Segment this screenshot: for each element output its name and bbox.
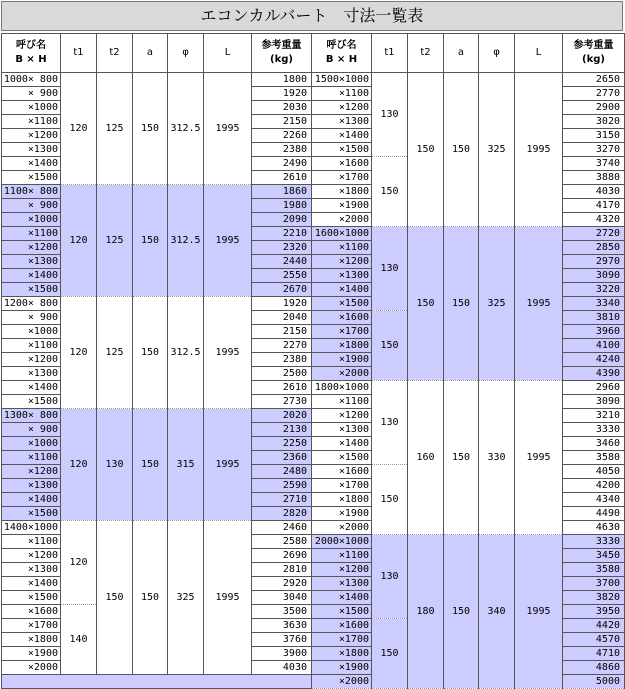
left-weight-cell: 2610 bbox=[252, 171, 312, 185]
left-size-cell: ×1600 bbox=[2, 605, 61, 619]
left-size-cell: ×1000 bbox=[2, 325, 61, 339]
left-weight-cell: 2320 bbox=[252, 241, 312, 255]
right-weight-cell: 4030 bbox=[563, 185, 625, 199]
right-weight-cell: 3580 bbox=[563, 563, 625, 577]
left-weight-cell: 2710 bbox=[252, 493, 312, 507]
right-size-cell: ×1600 bbox=[312, 619, 372, 633]
left-size-cell: ×1100 bbox=[2, 227, 61, 241]
header-phi-left: φ bbox=[168, 34, 204, 73]
header-a-left: a bbox=[133, 34, 168, 73]
left-weight-cell: 2670 bbox=[252, 283, 312, 297]
right-t2-cell: 150 bbox=[408, 73, 444, 227]
right-weight-cell: 4340 bbox=[563, 493, 625, 507]
header-L-left: L bbox=[204, 34, 252, 73]
left-weight-cell: 1920 bbox=[252, 297, 312, 311]
right-weight-cell: 4710 bbox=[563, 647, 625, 661]
header-row bbox=[2, 34, 625, 73]
left-t2-cell: 125 bbox=[97, 185, 133, 297]
left-size-cell: ×1200 bbox=[2, 465, 61, 479]
right-t1-cell: 150 bbox=[372, 311, 408, 381]
right-weight-cell: 3090 bbox=[563, 269, 625, 283]
left-weight-cell: 3630 bbox=[252, 619, 312, 633]
right-size-cell: ×1300 bbox=[312, 423, 372, 437]
left-weight-cell: 2040 bbox=[252, 311, 312, 325]
left-size-cell: ×1500 bbox=[2, 395, 61, 409]
right-L-cell: 1995 bbox=[515, 381, 563, 535]
right-size-cell: ×2000 bbox=[312, 521, 372, 535]
right-size-cell: ×1500 bbox=[312, 451, 372, 465]
right-a-cell: 150 bbox=[444, 227, 479, 381]
right-size-cell: ×1300 bbox=[312, 577, 372, 591]
header-L-right: L bbox=[515, 34, 563, 73]
right-size-cell: ×1700 bbox=[312, 479, 372, 493]
header-name-left: 呼び名 B × H bbox=[2, 34, 61, 73]
right-weight-cell: 3700 bbox=[563, 577, 625, 591]
left-weight-cell: 2690 bbox=[252, 549, 312, 563]
right-weight-cell: 2650 bbox=[563, 73, 625, 87]
left-L-cell: 1995 bbox=[204, 297, 252, 409]
left-size-cell: ×1000 bbox=[2, 437, 61, 451]
right-weight-cell: 4170 bbox=[563, 199, 625, 213]
right-t1-cell: 130 bbox=[372, 73, 408, 157]
right-size-cell: 1500×1000 bbox=[312, 73, 372, 87]
right-phi-cell: 330 bbox=[479, 381, 515, 535]
right-weight-cell: 3330 bbox=[563, 423, 625, 437]
right-a-cell: 150 bbox=[444, 535, 479, 689]
left-size-cell: ×1000 bbox=[2, 213, 61, 227]
left-t2-cell: 125 bbox=[97, 297, 133, 409]
right-weight-cell: 4050 bbox=[563, 465, 625, 479]
left-empty-cell bbox=[2, 675, 312, 689]
right-t1-cell: 150 bbox=[372, 619, 408, 689]
right-phi-cell: 325 bbox=[479, 73, 515, 227]
right-weight-cell: 4570 bbox=[563, 633, 625, 647]
right-size-cell: ×1600 bbox=[312, 157, 372, 171]
right-weight-cell: 4490 bbox=[563, 507, 625, 521]
left-weight-cell: 2820 bbox=[252, 507, 312, 521]
left-L-cell: 1995 bbox=[204, 521, 252, 675]
left-a-cell: 150 bbox=[133, 73, 168, 185]
left-size-cell: ×1500 bbox=[2, 171, 61, 185]
header-t2-left: t2 bbox=[97, 34, 133, 73]
right-size-cell: ×1500 bbox=[312, 297, 372, 311]
right-size-cell: 1600×1000 bbox=[312, 227, 372, 241]
right-t2-cell: 160 bbox=[408, 381, 444, 535]
right-size-cell: ×1800 bbox=[312, 647, 372, 661]
right-weight-cell: 4420 bbox=[563, 619, 625, 633]
right-weight-cell: 2900 bbox=[563, 101, 625, 115]
left-size-cell: ×1900 bbox=[2, 647, 61, 661]
right-phi-cell: 340 bbox=[479, 535, 515, 689]
right-weight-cell: 3880 bbox=[563, 171, 625, 185]
right-weight-cell: 3340 bbox=[563, 297, 625, 311]
right-phi-cell: 325 bbox=[479, 227, 515, 381]
left-t1-cell: 120 bbox=[61, 73, 97, 185]
right-size-cell: ×1200 bbox=[312, 255, 372, 269]
left-size-cell: ×1300 bbox=[2, 143, 61, 157]
left-size-cell: × 900 bbox=[2, 199, 61, 213]
header-a-right: a bbox=[444, 34, 479, 73]
left-size-cell: ×1400 bbox=[2, 381, 61, 395]
right-size-cell: ×1100 bbox=[312, 241, 372, 255]
left-weight-cell: 2590 bbox=[252, 479, 312, 493]
right-a-cell: 150 bbox=[444, 73, 479, 227]
left-size-cell: ×2000 bbox=[2, 661, 61, 675]
header-t1-right: t1 bbox=[372, 34, 408, 73]
left-a-cell: 150 bbox=[133, 297, 168, 409]
left-phi-cell: 312.5 bbox=[168, 73, 204, 185]
dimension-table bbox=[1, 33, 625, 689]
right-size-cell: ×1600 bbox=[312, 311, 372, 325]
left-size-cell: ×1800 bbox=[2, 633, 61, 647]
left-weight-cell: 2210 bbox=[252, 227, 312, 241]
left-weight-cell: 3760 bbox=[252, 633, 312, 647]
right-size-cell: ×1100 bbox=[312, 87, 372, 101]
left-weight-cell: 2480 bbox=[252, 465, 312, 479]
left-weight-cell: 2090 bbox=[252, 213, 312, 227]
left-weight-cell: 2260 bbox=[252, 129, 312, 143]
right-weight-cell: 2850 bbox=[563, 241, 625, 255]
right-size-cell: ×1300 bbox=[312, 115, 372, 129]
right-weight-cell: 3960 bbox=[563, 325, 625, 339]
left-size-cell: ×1300 bbox=[2, 479, 61, 493]
left-weight-cell: 1800 bbox=[252, 73, 312, 87]
right-weight-cell: 3020 bbox=[563, 115, 625, 129]
left-t1-cell: 120 bbox=[61, 185, 97, 297]
header-phi-right: φ bbox=[479, 34, 515, 73]
right-t2-cell: 180 bbox=[408, 535, 444, 689]
right-size-cell: ×1300 bbox=[312, 269, 372, 283]
left-weight-cell: 2250 bbox=[252, 437, 312, 451]
right-t1-cell: 130 bbox=[372, 227, 408, 311]
left-size-cell: 1000× 800 bbox=[2, 73, 61, 87]
left-weight-cell: 2810 bbox=[252, 563, 312, 577]
left-size-cell: ×1200 bbox=[2, 129, 61, 143]
right-size-cell: ×1400 bbox=[312, 591, 372, 605]
left-size-cell: ×1100 bbox=[2, 535, 61, 549]
right-L-cell: 1995 bbox=[515, 227, 563, 381]
left-weight-cell: 3500 bbox=[252, 605, 312, 619]
right-size-cell: ×1400 bbox=[312, 129, 372, 143]
right-weight-cell: 4860 bbox=[563, 661, 625, 675]
left-phi-cell: 315 bbox=[168, 409, 204, 521]
left-phi-cell: 325 bbox=[168, 521, 204, 675]
right-size-cell: ×2000 bbox=[312, 675, 372, 689]
left-size-cell: 1200× 800 bbox=[2, 297, 61, 311]
right-size-cell: 1800×1000 bbox=[312, 381, 372, 395]
right-t1-cell: 150 bbox=[372, 465, 408, 535]
right-size-cell: ×1700 bbox=[312, 633, 372, 647]
left-weight-cell: 2150 bbox=[252, 325, 312, 339]
left-size-cell: ×1100 bbox=[2, 451, 61, 465]
header-name-right: 呼び名 B × H bbox=[312, 34, 372, 73]
right-L-cell: 1995 bbox=[515, 73, 563, 227]
left-size-cell: ×1400 bbox=[2, 577, 61, 591]
left-weight-cell: 2380 bbox=[252, 353, 312, 367]
right-weight-cell: 3950 bbox=[563, 605, 625, 619]
left-L-cell: 1995 bbox=[204, 409, 252, 521]
right-size-cell: ×1500 bbox=[312, 143, 372, 157]
left-weight-cell: 2380 bbox=[252, 143, 312, 157]
right-weight-cell: 3150 bbox=[563, 129, 625, 143]
left-t1-cell: 120 bbox=[61, 521, 97, 605]
right-size-cell: ×1200 bbox=[312, 409, 372, 423]
right-size-cell: ×1700 bbox=[312, 325, 372, 339]
right-weight-cell: 3810 bbox=[563, 311, 625, 325]
left-size-cell: ×1300 bbox=[2, 563, 61, 577]
left-size-cell: ×1200 bbox=[2, 241, 61, 255]
right-weight-cell: 3820 bbox=[563, 591, 625, 605]
left-weight-cell: 2360 bbox=[252, 451, 312, 465]
right-weight-cell: 4630 bbox=[563, 521, 625, 535]
left-size-cell: 1400×1000 bbox=[2, 521, 61, 535]
left-weight-cell: 4030 bbox=[252, 661, 312, 675]
left-size-cell: ×1000 bbox=[2, 101, 61, 115]
left-size-cell: ×1200 bbox=[2, 353, 61, 367]
right-weight-cell: 3220 bbox=[563, 283, 625, 297]
left-size-cell: ×1700 bbox=[2, 619, 61, 633]
left-size-cell: × 900 bbox=[2, 311, 61, 325]
left-t1-cell: 140 bbox=[61, 605, 97, 675]
right-size-cell: ×1900 bbox=[312, 199, 372, 213]
left-t2-cell: 150 bbox=[97, 521, 133, 675]
left-weight-cell: 2460 bbox=[252, 521, 312, 535]
right-size-cell: ×1800 bbox=[312, 493, 372, 507]
right-size-cell: ×1900 bbox=[312, 353, 372, 367]
right-weight-cell: 4390 bbox=[563, 367, 625, 381]
right-weight-cell: 3450 bbox=[563, 549, 625, 563]
right-t2-cell: 150 bbox=[408, 227, 444, 381]
right-weight-cell: 2770 bbox=[563, 87, 625, 101]
left-weight-cell: 2610 bbox=[252, 381, 312, 395]
left-size-cell: ×1500 bbox=[2, 283, 61, 297]
left-size-cell: ×1100 bbox=[2, 339, 61, 353]
left-a-cell: 150 bbox=[133, 409, 168, 521]
left-t2-cell: 125 bbox=[97, 73, 133, 185]
left-weight-cell: 3900 bbox=[252, 647, 312, 661]
right-weight-cell: 3330 bbox=[563, 535, 625, 549]
left-size-cell: ×1200 bbox=[2, 549, 61, 563]
right-a-cell: 150 bbox=[444, 381, 479, 535]
left-phi-cell: 312.5 bbox=[168, 185, 204, 297]
header-t1-left: t1 bbox=[61, 34, 97, 73]
left-weight-cell: 2550 bbox=[252, 269, 312, 283]
right-t1-cell: 130 bbox=[372, 535, 408, 619]
right-t1-cell: 130 bbox=[372, 381, 408, 465]
left-size-cell: ×1400 bbox=[2, 269, 61, 283]
left-weight-cell: 2020 bbox=[252, 409, 312, 423]
left-a-cell: 150 bbox=[133, 185, 168, 297]
left-size-cell: ×1300 bbox=[2, 367, 61, 381]
right-weight-cell: 3580 bbox=[563, 451, 625, 465]
right-size-cell: ×1200 bbox=[312, 563, 372, 577]
left-weight-cell: 2440 bbox=[252, 255, 312, 269]
right-t1-cell: 150 bbox=[372, 157, 408, 227]
right-weight-cell: 4240 bbox=[563, 353, 625, 367]
right-weight-cell: 5000 bbox=[563, 675, 625, 689]
right-size-cell: 2000×1000 bbox=[312, 535, 372, 549]
left-t1-cell: 120 bbox=[61, 409, 97, 521]
right-size-cell: ×1400 bbox=[312, 437, 372, 451]
header-weight-left: 参考重量 (kg) bbox=[252, 34, 312, 73]
left-size-cell: 1100× 800 bbox=[2, 185, 61, 199]
left-size-cell: ×1300 bbox=[2, 255, 61, 269]
left-weight-cell: 2130 bbox=[252, 423, 312, 437]
right-weight-cell: 3740 bbox=[563, 157, 625, 171]
right-size-cell: ×2000 bbox=[312, 367, 372, 381]
table-row bbox=[2, 73, 625, 87]
left-weight-cell: 2490 bbox=[252, 157, 312, 171]
left-size-cell: × 900 bbox=[2, 87, 61, 101]
right-weight-cell: 3460 bbox=[563, 437, 625, 451]
right-size-cell: ×1100 bbox=[312, 395, 372, 409]
left-weight-cell: 2580 bbox=[252, 535, 312, 549]
header-weight-right: 参考重量 (kg) bbox=[563, 34, 625, 73]
right-size-cell: ×1800 bbox=[312, 185, 372, 199]
right-weight-cell: 2960 bbox=[563, 381, 625, 395]
right-weight-cell: 4100 bbox=[563, 339, 625, 353]
left-weight-cell: 2270 bbox=[252, 339, 312, 353]
left-weight-cell: 1980 bbox=[252, 199, 312, 213]
header-t2-right: t2 bbox=[408, 34, 444, 73]
left-size-cell: ×1400 bbox=[2, 493, 61, 507]
left-weight-cell: 2030 bbox=[252, 101, 312, 115]
left-weight-cell: 2500 bbox=[252, 367, 312, 381]
left-weight-cell: 2920 bbox=[252, 577, 312, 591]
right-weight-cell: 2970 bbox=[563, 255, 625, 269]
right-size-cell: ×1800 bbox=[312, 339, 372, 353]
right-size-cell: ×1600 bbox=[312, 465, 372, 479]
left-size-cell: ×1400 bbox=[2, 157, 61, 171]
right-size-cell: ×1900 bbox=[312, 661, 372, 675]
right-size-cell: ×1400 bbox=[312, 283, 372, 297]
left-weight-cell: 1860 bbox=[252, 185, 312, 199]
left-weight-cell: 2730 bbox=[252, 395, 312, 409]
left-size-cell: ×1500 bbox=[2, 507, 61, 521]
left-L-cell: 1995 bbox=[204, 73, 252, 185]
left-size-cell: 1300× 800 bbox=[2, 409, 61, 423]
left-phi-cell: 312.5 bbox=[168, 297, 204, 409]
left-weight-cell: 3040 bbox=[252, 591, 312, 605]
left-a-cell: 150 bbox=[133, 521, 168, 675]
right-weight-cell: 3270 bbox=[563, 143, 625, 157]
left-t2-cell: 130 bbox=[97, 409, 133, 521]
right-size-cell: ×1100 bbox=[312, 549, 372, 563]
left-size-cell: × 900 bbox=[2, 423, 61, 437]
right-size-cell: ×1200 bbox=[312, 101, 372, 115]
left-L-cell: 1995 bbox=[204, 185, 252, 297]
left-size-cell: ×1500 bbox=[2, 591, 61, 605]
right-L-cell: 1995 bbox=[515, 535, 563, 689]
right-weight-cell: 4200 bbox=[563, 479, 625, 493]
right-size-cell: ×1500 bbox=[312, 605, 372, 619]
left-weight-cell: 1920 bbox=[252, 87, 312, 101]
left-size-cell: ×1100 bbox=[2, 115, 61, 129]
left-weight-cell: 2150 bbox=[252, 115, 312, 129]
right-size-cell: ×1700 bbox=[312, 171, 372, 185]
right-size-cell: ×1900 bbox=[312, 507, 372, 521]
page-title: エコンカルバート 寸法一覧表 bbox=[1, 1, 623, 31]
right-weight-cell: 3210 bbox=[563, 409, 625, 423]
right-weight-cell: 2720 bbox=[563, 227, 625, 241]
right-weight-cell: 3090 bbox=[563, 395, 625, 409]
right-size-cell: ×2000 bbox=[312, 213, 372, 227]
left-t1-cell: 120 bbox=[61, 297, 97, 409]
right-weight-cell: 4320 bbox=[563, 213, 625, 227]
